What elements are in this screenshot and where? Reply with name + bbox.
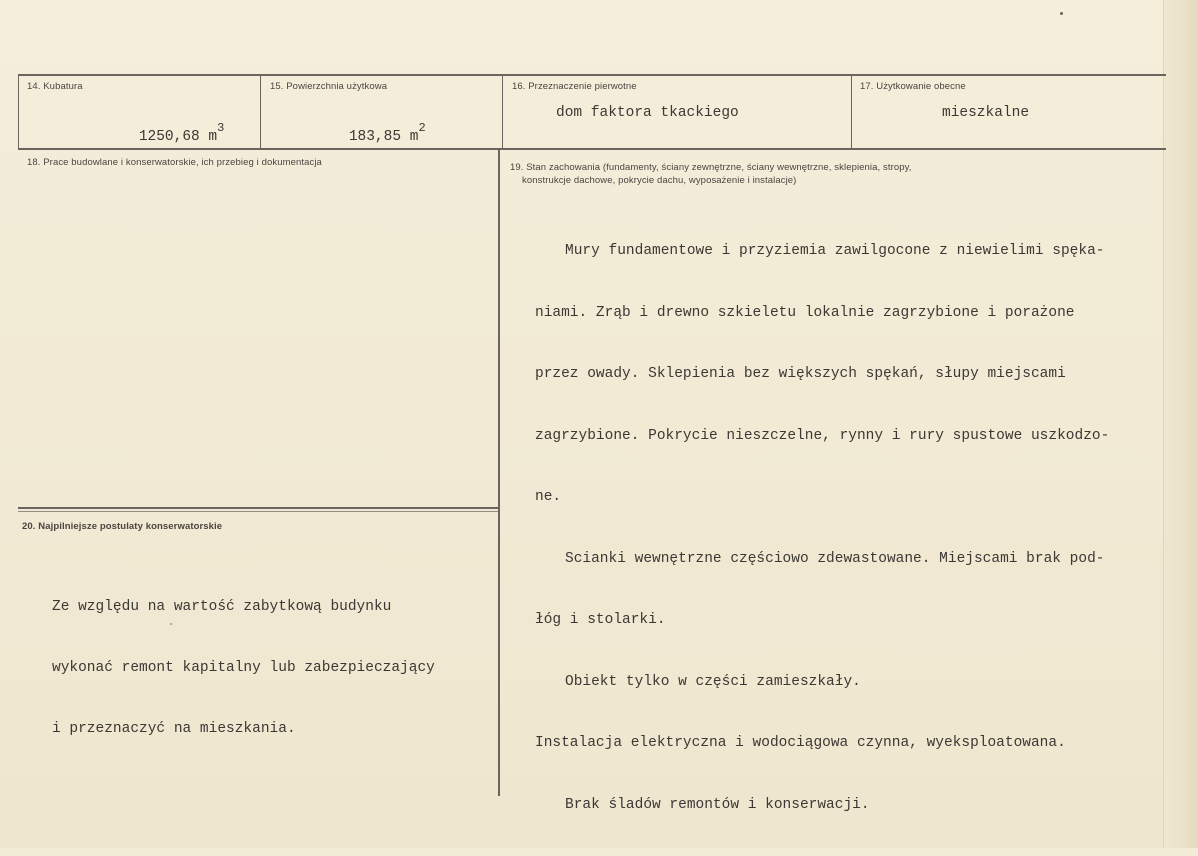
condition-line: Obiekt tylko w części zamieszkały. xyxy=(565,673,861,690)
divider-18-20-thin xyxy=(18,511,498,512)
field-19-text xyxy=(535,200,1109,856)
field-15-value xyxy=(314,100,426,167)
divider-14-15 xyxy=(260,74,261,148)
field-14-label: 14. Kubatura xyxy=(27,81,83,92)
field-18-label: 18. Prace budowlane i konserwatorskie, ich przebieg i dokumentacja xyxy=(27,157,322,168)
condition-line: przez owady. Sklepienia bez większych spękań, słupy miejscami xyxy=(535,366,1066,382)
field-16-value: dom faktora tkackiego xyxy=(556,105,739,121)
postulate-line: wykonać remont kapitalny lub zabezpieczający xyxy=(52,660,435,676)
postulate-line: Ze względu na wartość zabytkową budynku xyxy=(52,599,392,615)
postulate-line: i przeznaczyć na mieszkania. xyxy=(52,721,296,737)
field-17-value: mieszkalne xyxy=(942,105,1030,121)
condition-line: ne. xyxy=(535,489,562,505)
field-19-label-line1: 19. Stan zachowania (fundamenty, ściany zewnętrzne, ściany wewnętrzne, sklepienia, stropy, xyxy=(510,162,912,173)
top-rule xyxy=(18,74,1166,76)
condition-line: Instalacja elektryczna i wodociągowa czynna, wyeksploatowana. xyxy=(535,735,1066,751)
divider-16-17 xyxy=(851,74,852,148)
cubature-exponent: 3 xyxy=(217,120,225,135)
left-border xyxy=(18,74,19,148)
divider-15-16 xyxy=(502,74,503,148)
cubature-value: 1250,68 m xyxy=(138,128,218,145)
ink-speck xyxy=(1060,12,1063,15)
condition-line: niami. Zrąb i drewno szkieletu lokalnie zagrzybione i porażone xyxy=(535,304,1075,321)
card-edge xyxy=(1163,0,1198,848)
area-exponent: 2 xyxy=(418,120,426,135)
field-20-text xyxy=(52,556,435,780)
ink-speck xyxy=(170,623,172,625)
condition-line: Brak śladów remontów i konserwacji. xyxy=(565,796,870,813)
condition-line: łóg i stolarki. xyxy=(535,612,666,628)
field-19-label-line2: konstrukcje dachowe, pokrycie dachu, wyposażenie i instalacje) xyxy=(522,175,797,186)
field-15-label: 15. Powierzchnia użytkowa xyxy=(270,81,388,92)
divider-18-20 xyxy=(18,507,498,509)
condition-line: Mury fundamentowe i przyziemia zawilgocone z niewielimi spęka- xyxy=(565,243,1105,259)
condition-line: Scianki wewnętrzne częściowo zdewastowane. Miejscami brak pod- xyxy=(565,550,1105,567)
field-20-label: 20. Najpilniejsze postulaty konserwatorskie xyxy=(22,521,223,532)
area-value: 183,85 m xyxy=(348,128,419,145)
center-divider xyxy=(498,148,500,796)
field-16-label: 16. Przeznaczenie pierwotne xyxy=(512,81,637,92)
condition-line: zagrzybione. Pokrycie nieszczelne, rynny i rury spustowe uszkodzo- xyxy=(535,427,1110,444)
field-17-label: 17. Użytkowanie obecne xyxy=(860,81,966,92)
